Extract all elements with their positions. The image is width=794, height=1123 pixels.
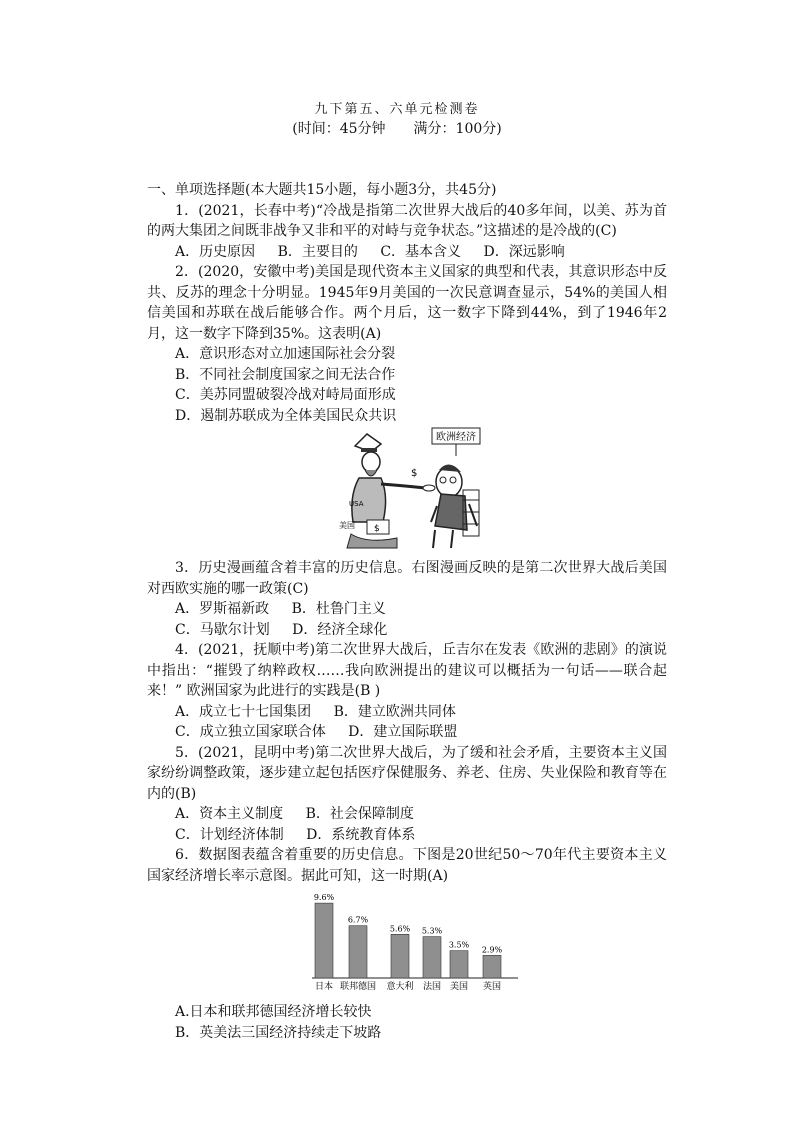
q2-option-b: B．不同社会制度国家之间无法合作: [175, 366, 396, 383]
value-label-美国: 3.5%: [448, 940, 470, 950]
question-6-stem: 6．数据图表蕴含着重要的历史信息。下图是20世纪50～70年代主要资本主义国家经济增长率示意图。据此可知，这一时期(A): [147, 847, 667, 884]
chart-area: [147, 890, 667, 1000]
question-4-options-row2: [147, 722, 667, 743]
q2-option-c: C．美苏同盟破裂冷战对峙局面形成: [175, 387, 396, 403]
q1-option-b: B．主要目的: [277, 243, 358, 260]
q1-option-a: A．历史原因: [175, 243, 256, 260]
sign-text: 欧洲经济: [436, 432, 476, 443]
q4-option-c: C．成立独立国家联合体: [175, 724, 326, 740]
question-4-options-row1: [147, 702, 667, 723]
category-label-美国: 美国: [449, 982, 469, 992]
value-label-联邦德国: 6.7%: [347, 915, 369, 925]
q5-option-d: D．系统教育体系: [306, 826, 416, 843]
value-label-法国: 5.3%: [421, 926, 443, 936]
bar-日本: [315, 903, 333, 978]
question-1-stem: 1．(2021，长春中考)“冷战是指第二次世界大战后的40多年间，以美、苏为首的两大集团之间既非战争又非和平的对峙与竞争状态。”这描述的是冷战的(C): [147, 202, 667, 239]
q1-option-d: D．深远影响: [483, 243, 565, 260]
growth-rate-chart: [312, 890, 522, 1000]
section-title: 一、单项选择题(本大题共15小题，每小题3分，共45分): [147, 182, 497, 198]
q2-option-a: A．意识形态对立加速国际社会分裂: [175, 346, 396, 362]
exam-subtitle: (时间：45分钟 满分：100分): [292, 121, 502, 137]
exam-title: 九下第五、六单元检测卷: [314, 102, 480, 117]
category-label-法国: 法国: [422, 982, 442, 992]
value-label-英国: 2.9%: [481, 945, 503, 955]
q6-option-b: B．英美法三国经济持续走下坡路: [175, 1024, 382, 1041]
q3-option-a: A．罗斯福新政: [175, 601, 270, 617]
q3-option-c: C．马歇尔计划: [175, 621, 270, 638]
bar-美国: [450, 951, 468, 978]
q5-option-a: A．资本主义制度: [175, 806, 284, 822]
label-usa: USA: [349, 500, 364, 508]
q1-option-c: C．基本含义: [380, 243, 462, 260]
value-label-日本: 9.6%: [313, 893, 335, 903]
category-label-联邦德国: 联邦德国: [339, 982, 377, 992]
dollar-sign-spoon: $: [411, 468, 418, 479]
q3-option-b: B．杜鲁门主义: [291, 601, 386, 617]
q5-option-c: C．计划经济体制: [175, 826, 284, 843]
question-2-stem: 2．(2020，安徽中考)美国是现代资本主义国家的典型和代表，其意识形态中反共、反苏的理念十分明显。1945年9月美国的一次民意调查显示，54%的美国人相信美国和苏联在战后能够合作。两个月后，这一数字下降到44%，到了1946年2月，这一数字下降到35%。这表明(A): [147, 264, 667, 342]
marshall-plan-cartoon: [337, 426, 485, 554]
q4-option-b: B．建立欧洲共同体: [333, 703, 456, 720]
question-3-options-row2: [147, 620, 667, 641]
question-5-options-row2: [147, 825, 667, 846]
bar-法国: [423, 937, 441, 978]
value-label-意大利: 5.6%: [389, 924, 411, 934]
q4-option-d: D．建立国际联盟: [348, 724, 458, 740]
question-1-options: [147, 242, 667, 263]
exam-content: [147, 180, 667, 1043]
question-3-options-row1: [147, 599, 667, 620]
question-3-stem: 3．历史漫画蕴含着丰富的历史信息。右图漫画反映的是第二次世界大战后美国对西欧实施的哪一政策(C): [147, 560, 667, 597]
dollar-sign-bag: $: [374, 524, 380, 534]
q4-option-a: A．成立七十七国集团: [175, 703, 312, 720]
category-label-日本: 日本: [314, 982, 334, 992]
category-label-意大利: 意大利: [386, 982, 414, 992]
bar-意大利: [391, 934, 409, 978]
bar-英国: [483, 955, 501, 978]
q6-option-a: A.日本和联邦德国经济增长较快: [175, 1004, 372, 1020]
cartoon-area: [147, 426, 667, 558]
bar-联邦德国: [349, 926, 367, 978]
question-5-stem: 5．(2021，昆明中考)第二次世界大战后，为了缓和社会矛盾，主要资本主义国家纷纷调整政策，逐步建立起包括医疗保健服务、养老、住房、失业保险和教育等在内的(B): [147, 744, 667, 802]
category-label-英国: 英国: [482, 982, 502, 992]
q5-option-b: B．社会保障制度: [305, 806, 414, 822]
q3-option-d: D．经济全球化: [292, 621, 388, 638]
question-5-options-row1: [147, 804, 667, 825]
q2-option-d: D．遏制苏联成为全体美国民众共识: [175, 407, 397, 424]
question-4-stem: 4．(2021，抚顺中考)第二次世界大战后，丘吉尔在发表《欧洲的悲剧》的演说中指出：“摧毁了纳粹政权……我向欧洲提出的建议可以概括为一句话——联合起来！” 欧洲国家为此进行的实践是(B ): [147, 642, 667, 699]
label-us: 美国: [339, 521, 355, 530]
